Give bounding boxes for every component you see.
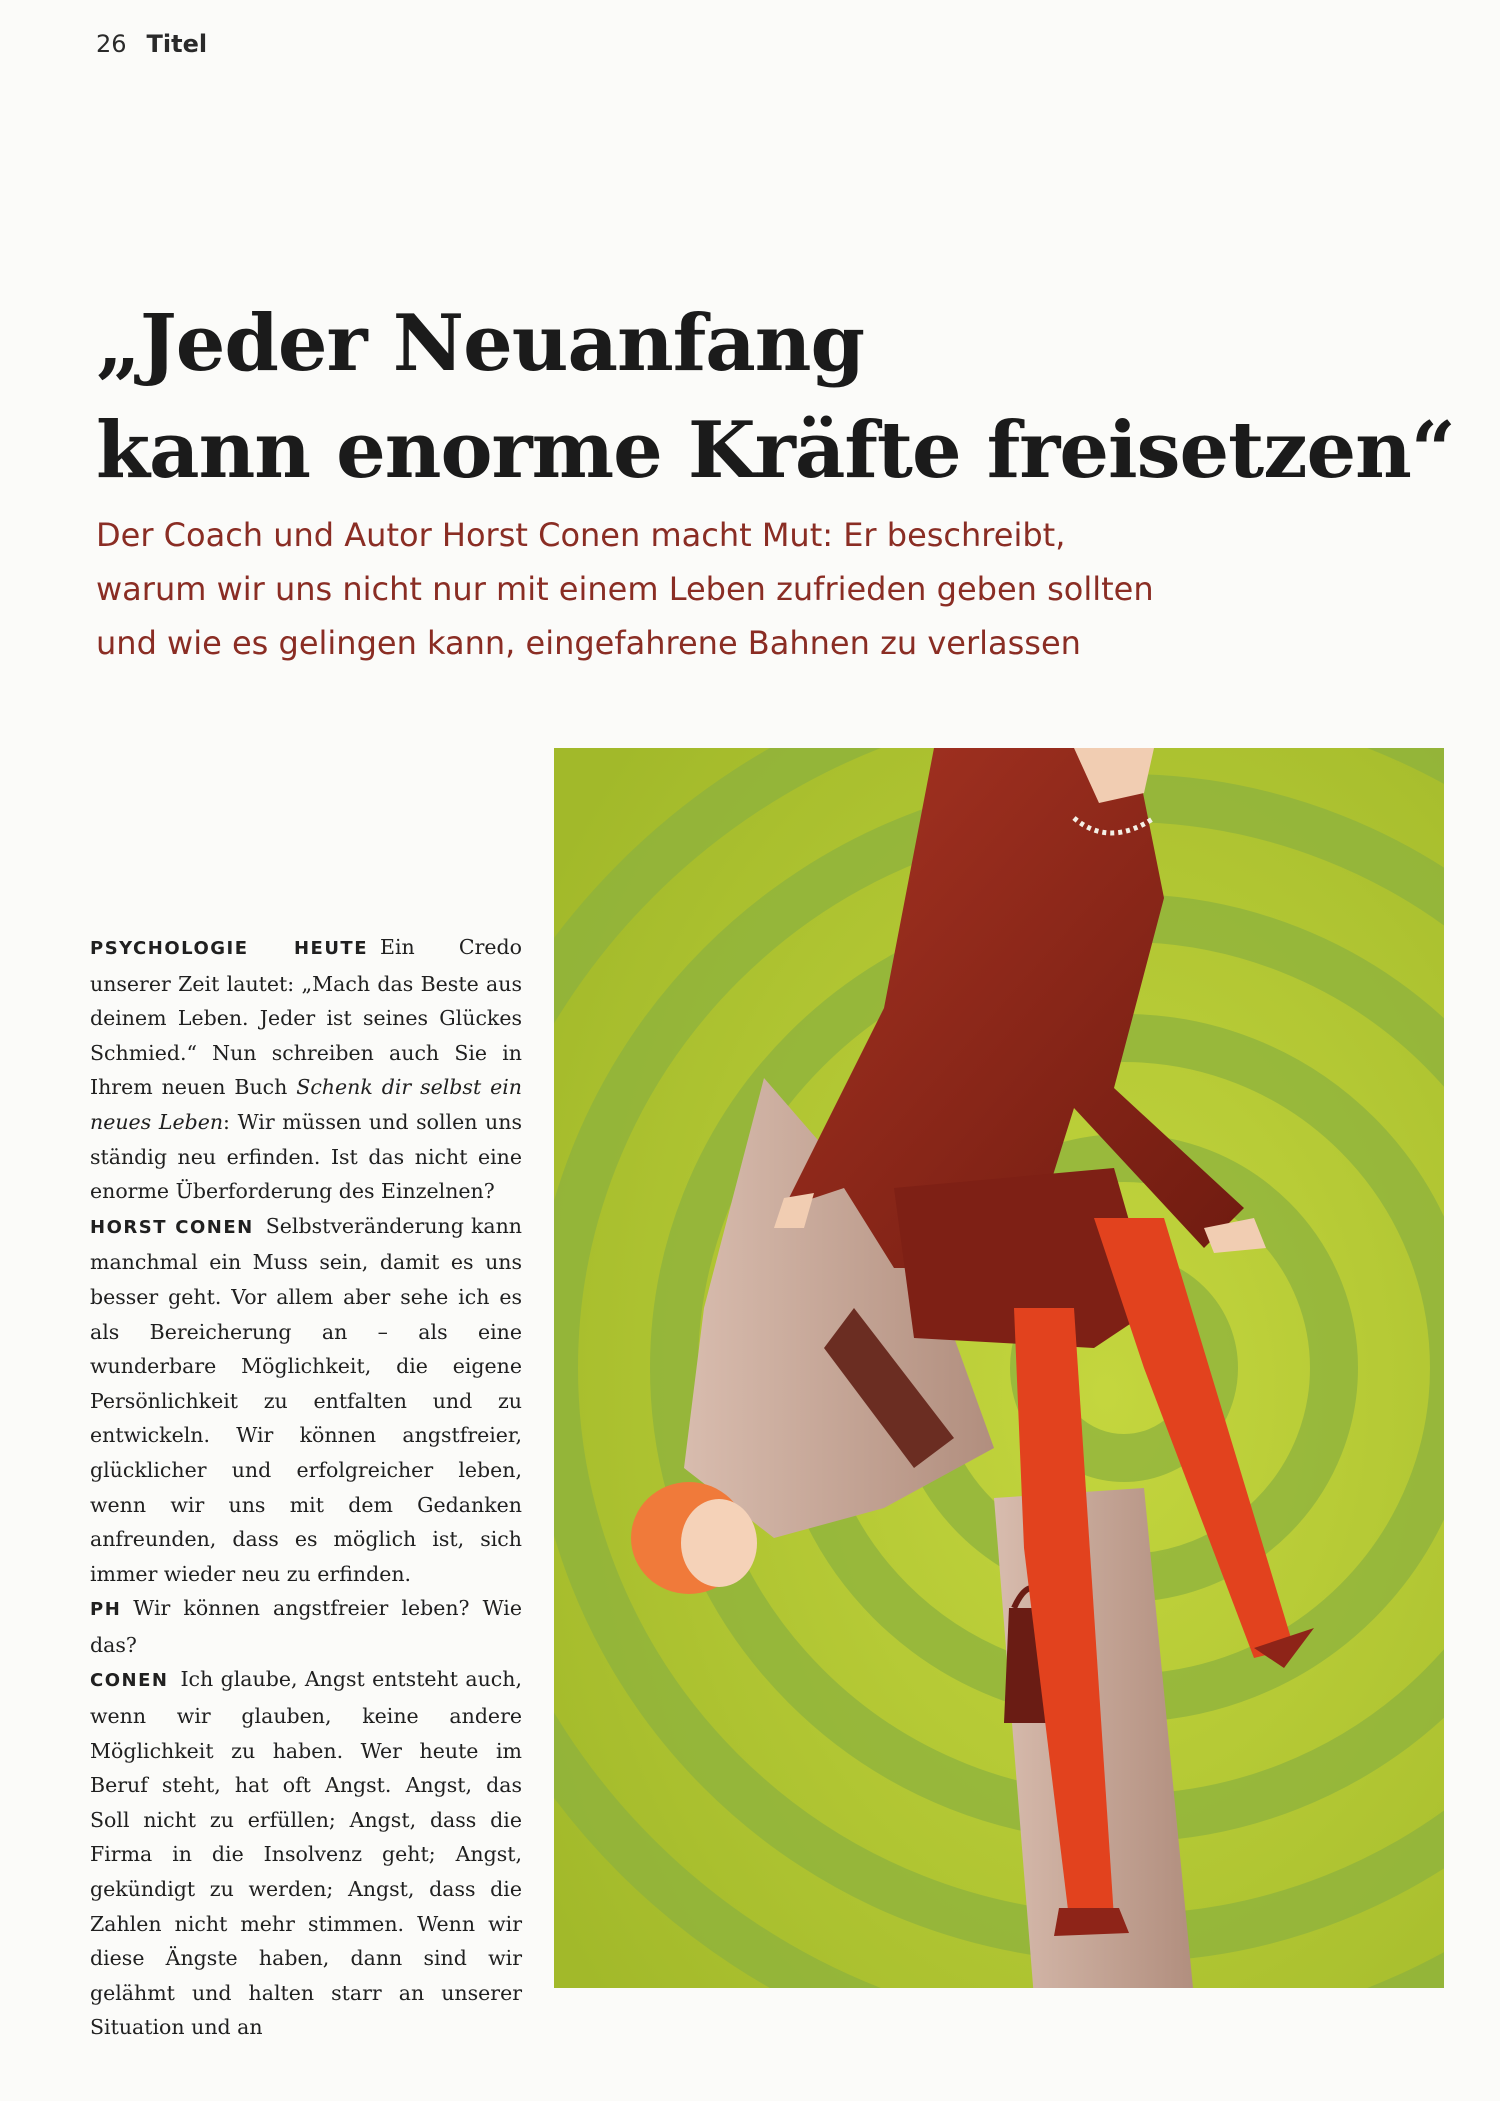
dek-subheading [96, 508, 1356, 670]
question-text: Ein Credo unserer Zeit lautet: „Mach das Beste aus deinem Leben. Jeder ist seines Glückes Schmied.“ Nun schreiben auch Sie in Ihrem neuen Buch [90, 935, 523, 1100]
question-1 [90, 930, 522, 1209]
face [681, 1499, 757, 1587]
dek-line-3: und wie es gelingen kann, eingefahrene Bahnen zu verlassen [96, 624, 1081, 662]
illustration-artwork [554, 748, 1444, 1988]
headline-line-1: „Jeder Neuanfang [96, 298, 865, 389]
book-title: Schenk dir selbst ein neues Leben [90, 1075, 523, 1134]
answer-1 [90, 1209, 522, 1592]
speaker-label: PH [90, 1599, 122, 1621]
answer-2 [90, 1662, 522, 2045]
interview-column [90, 930, 522, 2045]
answer-text: Ich glaube, Angst entsteht auch, wenn wir glauben, keine andere Möglichkeit zu haben. Wer heute im Beruf steht, hat oft Angst. Angst, das Soll nicht zu erfüllen; Angst, dass die Firma in die Insolvenz geht; Angst, gekündigt zu werden; Angst, dass die Zahlen nicht mehr stimmen. Wenn wir diese Ängste haben, dann sind wir gelähmt und halten starr an unserer Situation und an [90, 1667, 522, 2040]
speaker-label: HORST CONEN [90, 1216, 254, 1238]
illustration [554, 748, 1444, 1988]
question-2 [90, 1591, 522, 1662]
page-number: 26 [96, 30, 127, 58]
headline-line-2: kann enorme Kräfte freisetzen“ [96, 405, 1455, 496]
speaker-label: CONEN [90, 1670, 169, 1692]
shoe-left [1054, 1908, 1129, 1936]
question-text-cont: : Wir müssen und sollen uns ständig neu erfinden. Ist das nicht eine enorme Überforderung des Einzelnen? [90, 1109, 522, 1204]
answer-text: Selbstveränderung kann manchmal ein Muss sein, damit es uns besser geht. Vor allem aber sehe ich es als Bereicherung an – als eine wunderbare Möglichkeit, die eigene Persönlichkeit zu entfalten und zu entwickeln. Wir können angstfreier, glücklicher und erfolgreicher leben, wenn wir uns mit dem Gedanken anfreunden, dass es möglich ist, sich immer wieder neu zu erfinden. [90, 1213, 522, 1586]
dek-line-1: Der Coach und Autor Horst Conen macht Mut: Er beschreibt, [96, 516, 1066, 554]
question-text: Wir können angstfreier leben? Wie das? [90, 1596, 522, 1657]
page-header [96, 30, 207, 58]
headline [96, 290, 1455, 504]
speaker-label: PSYCHOLOGIE HEUTE [90, 938, 369, 959]
section-label: Titel [146, 30, 208, 58]
dek-line-2: warum wir uns nicht nur mit einem Leben zufrieden geben sollten [96, 570, 1154, 608]
